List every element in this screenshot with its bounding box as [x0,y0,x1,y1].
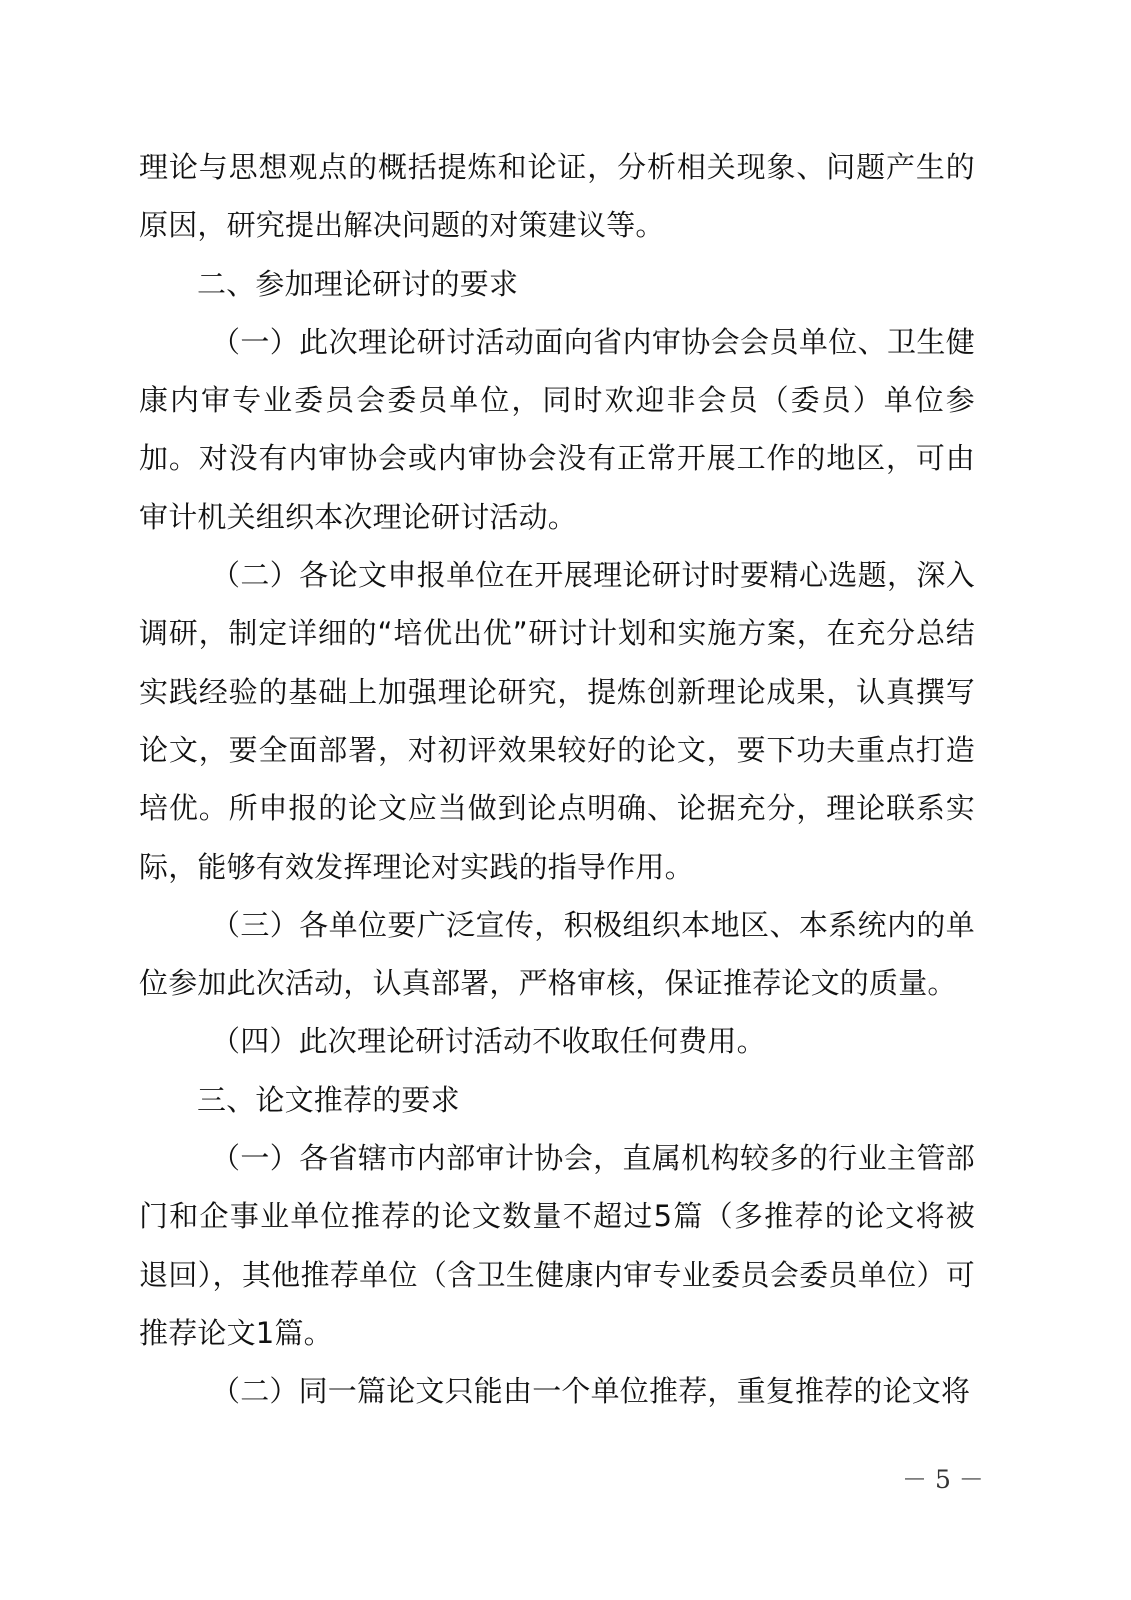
paragraph-2-2: （二）各论文申报单位在开展理论研讨时要精心选题，深入调研，制定详细的“培优出优”研讨计划和实施方案，在充分总结实践经验的基础上加强理论研究，提炼创新理论成果，认真撰写论文，要全面部署，对初评效果较好的论文，要下功夫重点打造培优。所申报的论文应当做到论点明确、论据充分，理论联系实际，能够有效发挥理论对实践的指导作用。 [139,558,975,884]
section-heading-3: 三、论文推荐的要求 [197,1082,460,1117]
paragraph-2-1: （一）此次理论研讨活动面向省内审协会会员单位、卫生健康内审专业委员会委员单位，同时欢迎非会员（委员）单位参加。对没有内审协会或内审协会没有正常开展工作的地区，可由审计机关组织本次理论研讨活动。 [139,324,975,534]
paragraph-2-4: （四）此次理论研讨活动不收取任何费用。 [211,1024,766,1059]
paragraph-2-3: （三）各单位要广泛宣传，积极组织本地区、本系统内的单位参加此次活动，认真部署，严格审核，保证推荐论文的质量。 [139,907,975,1001]
page-number: － 5 － [902,1465,984,1494]
paragraph-3-1: （一）各省辖市内部审计协会，直属机构较多的行业主管部门和企事业单位推荐的论文数量不超过5篇（多推荐的论文将被退回），其他推荐单位（含卫生健康内审专业委员会委员单位）可推荐论文1篇。 [139,1141,975,1350]
section-heading-2: 二、参加理论研讨的要求 [197,266,519,301]
paragraph-3-2: （二）同一篇论文只能由一个单位推荐，重复推荐的论文将 [211,1374,971,1409]
document-body [139,138,975,1421]
paragraph-continuation: 理论与思想观点的概括提炼和论证，分析相关现象、问题产生的原因，研究提出解决问题的对策建议等。 [139,150,975,243]
